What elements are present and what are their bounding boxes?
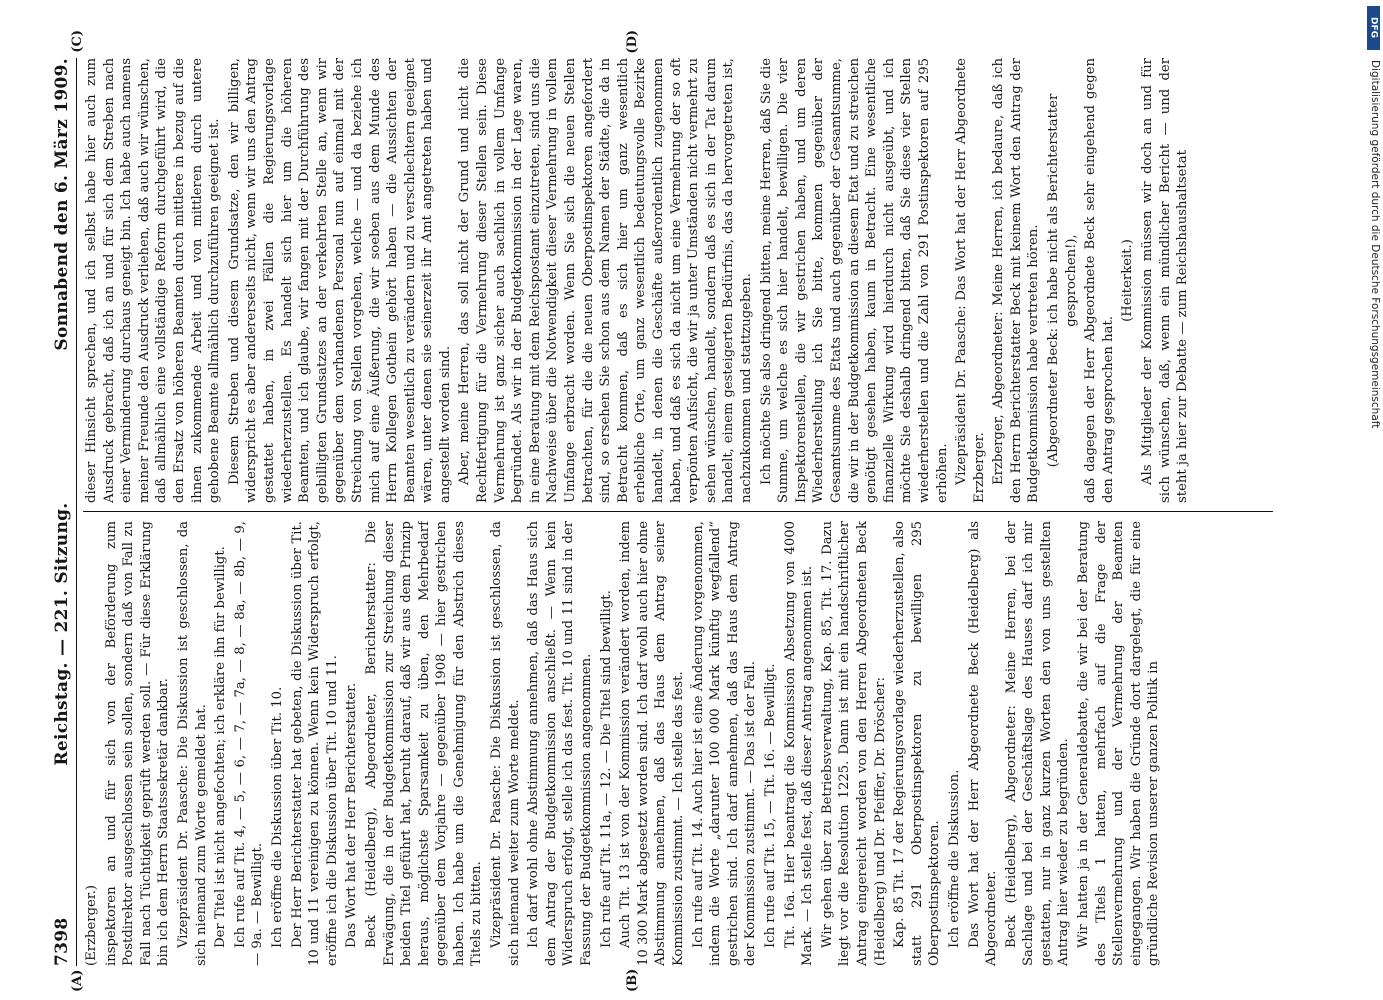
paragraph: Ich rufe auf Tit. 14. Auch hier ist eine Änderung vorgenommen, indem die Worte „darunter 100 000 Mark künftig wegfallend“ gestrichen sind. Ich darf annehmen, daß das Haus dem Antrag der Kommission zustimmt. — Das ist der Fall.	[690, 521, 759, 966]
paragraph: Ich darf wohl ohne Abstimmung annehmen, daß das Haus sich dem Antrag der Budgetkommission anschließt. — Wenn kein Widerspruch erfolgt, stelle ich das fest. Tit. 10 und 11 sind in der Fassung der Budgetkommission angenommen.	[526, 521, 595, 966]
paragraph: Diesem Streben und diesem Grundsatze, den wir billigen, widerspricht es aber andererseits nicht, wenn wir uns den Antrag gestattet haben, in zwei Fällen die Regierungsvorlage wiederherzustellen. Es handelt sich hier um die höheren Beamten, und ich glaube, wir fangen mit der Durchführung des gebilligten Grundsatzes an der verkehrten Stelle an, wenn wir gegenüber dem vorhandenen Personal nun auf einmal mit der Streichung von Stellen vorgehen, welche — und da beziehe ich mich auf eine Äußerung, die wir soeben aus dem Munde des Herrn Kollegen Gothein gehört haben — die Aussichten der Beamten wesentlich zu verändern und zu verschlechtern geeignet wären, unter denen sie seinerzeit ihr Amt angetreten haben und angestellt worden sind.	[226, 58, 453, 503]
paragraph: Kap. 85 Tit. 17 der Regierungsvorlage wiederherzustellen, also statt 291 Oberpostinspektoren zu bewilligen 295 Oberpostinspektoren.	[892, 521, 943, 966]
paragraph: Ich eröffne die Diskussion über Tit. 10.	[269, 686, 285, 948]
paragraph: Aber, meine Herren, das soll nicht der Grund und nicht die Rechtfertigung für die Vermehrung dieser Stellen sein. Diese Vermehrung ist ganz sicher auch sachlich in vollem Umfange begründet. Als wir in der Budgetkommission in der Lage waren, in eine Beratung mit dem Reichspostamt einzutreten, sind uns die Nachweise über die Notwendigkeit dieser Vermehrung in vollem Umfange erbracht worden. Wenn Sie sich die neuen Stellen betrachten, für die die neuen Oberpostinspektoren angefordert sind, so ersehen Sie schon aus dem Namen der Städte, die da in Betracht kommen, daß es sich hier um ganz wesentlich erhebliche Orte, um ganz wesentlich bedeutungsvolle Bezirke handelt, in denen die Geschäfte außerordentlich zugenommen haben, und daß es sich da nicht um eine Vermehrung der so oft verpönten Aufsicht, die wir ja unter Umständen nicht vermehrt zu sehen wünschen, handelt, sondern daß es sich in der Tat darum handelt, einem gesteigerten Bedürfnis, das da hervorgetreten ist, nachzukommen und stattzugeben.	[457, 58, 754, 503]
text-columns	[83, 58, 1273, 966]
paragraph: Ich eröffne die Diskussion.	[946, 769, 962, 948]
margin-marker-c: (C)	[70, 30, 85, 53]
paragraph: Das Wort hat der Herr Berichterstatter.	[344, 682, 360, 948]
interjection: (Heiterkeit.)	[1120, 239, 1136, 322]
paragraph: Wir hatten ja in der Generaldebatte, die wir bei der Beratung des Titels 1 hatten, mehrfach auf die Frage der Stellenvermehrung und der Vermehrung der Beamten eingegangen. Wir haben die Gründe dort dargelegt, die für eine gründliche Revision unserer ganzen Politik in	[1076, 521, 1162, 966]
left-column	[83, 521, 1273, 966]
interjection: (Abgeordneter Beck: ich habe nicht als Berichterstatter gesprochen!),	[1046, 93, 1079, 468]
paragraph: Beck (Heidelberg), Abgeordneter: Meine Herren, bei der Sachlage und bei der Geschäftslage des Hauses darf ich mir gestatten, nur in ganz kurzen Worten den von uns gestellten Antrag hier wieder zu begründen.	[1003, 521, 1072, 966]
paragraph: Wir gehen über zu Betriebsverwaltung, Kap. 85, Tit. 17. Dazu liegt vor die Resolution 1225. Dann ist mit ein handschriftlicher Antrag eingereicht worden von den Herren Abgeordneten Beck (Heidelberg) und Dr. Pfeiffer, Dr. Dröscher:	[819, 521, 888, 966]
funding-note: Digitalisierung gefördert durch die Deutsche Forschungsgemeinschaft	[1369, 60, 1381, 429]
paragraph: Ich rufe auf Tit. 4, — 5, — 6, — 7, — 7a, — 8, — 8a, — 8b, — 9, — 9a. — Bewilligt.	[232, 521, 266, 966]
margin-marker-d: (D)	[625, 30, 640, 54]
dfg-logo: DFG	[1367, 6, 1380, 50]
margin-marker-b: (B)	[625, 968, 640, 992]
paragraph: Auch Tit. 13 ist von der Kommission verändert worden, indem 10 300 Mark abgesetzt worden sind. Ich darf wohl auch hier ohne Abstimmung annehmen, daß das Haus dem Antrag seiner Kommission zustimmt. — Ich stelle das fest.	[618, 521, 686, 966]
margin-marker-a: (A)	[70, 969, 85, 992]
paragraph: Der Titel ist nicht angefochten; ich erkläre ihn für bewilligt.	[213, 546, 229, 948]
page-header	[52, 58, 77, 966]
right-column	[83, 58, 1273, 503]
paragraph: Der Herr Berichterstatter hat gebeten, die Diskussion über Tit. 10 und 11 vereinigen zu können. Wenn kein Widerspruch erfolgt, eröffne ich die Diskussion über Tit. 10 und 11.	[289, 521, 340, 966]
paragraph: Vizepräsident Dr. Paasche: Das Wort hat der Herr Abgeordnete Erzberger.	[954, 58, 987, 503]
paragraph: Erzberger, Abgeordneter: Meine Herren, ich bedaure, daß ich den Herrn Berichterstatter Beck mit keinem Wort den Antrag der Budgetkommission habe vertreten hören.	[991, 58, 1042, 503]
paragraph: inspektoren an und für sich von der Beförderung zum Postdirektor ausgeschlossen sein sollen, sondern daß von Fall zu Fall nach Tüchtigkeit geprüft werden soll. — Für diese Erklärung bin ich dem Herrn Staatssekretär dankbar.	[103, 521, 172, 966]
session-date: Sonnabend den 6. März 1909.	[52, 58, 72, 351]
paragraph: Als Mitglieder der Kommission müssen wir doch an und für sich wünschen, daß, wenn ein mündlicher Bericht — und der steht ja hier zur Debatte — zum Reichshaushaltsetat	[1140, 58, 1191, 503]
paragraph: Ich rufe auf Tit. 15, — Tit. 16. — Bewilligt.	[762, 663, 778, 948]
paragraph: Beck (Heidelberg), Abgeordneter, Berichterstatter: Die Erwägung, die in der Budgetkommission zur Streichung dieser beiden Titel geführt hat, beruht darauf, daß wir aus dem Prinzip heraus, möglichste Sparsamkeit zu üben, den Mehrbedarf gegenüber dem Vorjahre — gegenüber 1908 — hier gestrichen haben. Ich habe um die Genehmigung für den Abstrich dieses Titels zu bitten.	[363, 521, 485, 966]
paragraph: Das Wort hat der Herr Abgeordnete Beck (Heidelberg) als Abgeordneter.	[966, 521, 1000, 966]
column-divider	[83, 511, 1273, 512]
page-number: 7398	[52, 917, 72, 966]
funding-strip	[1363, 0, 1383, 1000]
paragraph: Ich möchte Sie also dringend bitten, meine Herren, daß Sie die Summe, um welche es sich hier handelt, bewilligen. Die vier Inspektorenstellen, die wir gestrichen haben, und um deren Wiederherstellung ich Sie bitte, kommen gegenüber der Gesamtsumme des Etats und auch gegenüber der Gesamtsumme, die wir in der Budgetkommission an diesem Etat und zu streichen genötigt gesehen haben, kaum in Betracht. Eine wesentliche finanzielle Wirkung wird hierdurch nicht ausgeübt, und ich möchte Sie deshalb dringend bitten, daß Sie diese vier Stellen wiederherstellen und die Zahl von 291 Postinspektoren auf 295 erhöhen.	[758, 58, 950, 503]
paragraph: (Erzberger.)	[84, 884, 99, 966]
paragraph: Tit. 16a. Hier beantragt die Kommission Absetzung von 4000 Mark. — Ich stelle fest, daß dieser Antrag angenommen ist.	[782, 521, 816, 966]
paragraph: dieser Hinsicht sprechen, und ich selbst habe hier auch zum Ausdruck gebracht, daß ich an und für sich dem Streben nach einer Verminderung durchaus geneigt bin. Ich habe auch namens meiner Freunde den Ausdruck verliehen, daß auch wir wünschen, daß allmählich eine vollständige Reform durchgeführt wird, die den Ersatz von höheren Beamten durch mittlere in bezug auf die ihnen zukommende Arbeit und von mittleren durch untere gehobene Beamte allmählich durchzuführen geeignet ist.	[84, 58, 223, 503]
paragraph: daß dagegen der Herr Abgeordnete Beck sehr eingehend gegen den Antrag gesprochen hat.	[1083, 58, 1116, 503]
running-title: Reichstag. — 221. Sitzung.	[52, 502, 72, 766]
paragraph: Vizepräsident Dr. Paasche: Die Diskussion ist geschlossen, da sich niemand zum Worte gemeldet hat.	[175, 521, 209, 966]
paragraph: Vizepräsident Dr. Paasche: Die Diskussion ist geschlossen, da sich niemand weiter zum Worte meldet.	[489, 521, 522, 966]
paragraph: Ich rufe auf Tit. 11a, — 12. — Die Titel sind bewilligt.	[598, 590, 614, 948]
